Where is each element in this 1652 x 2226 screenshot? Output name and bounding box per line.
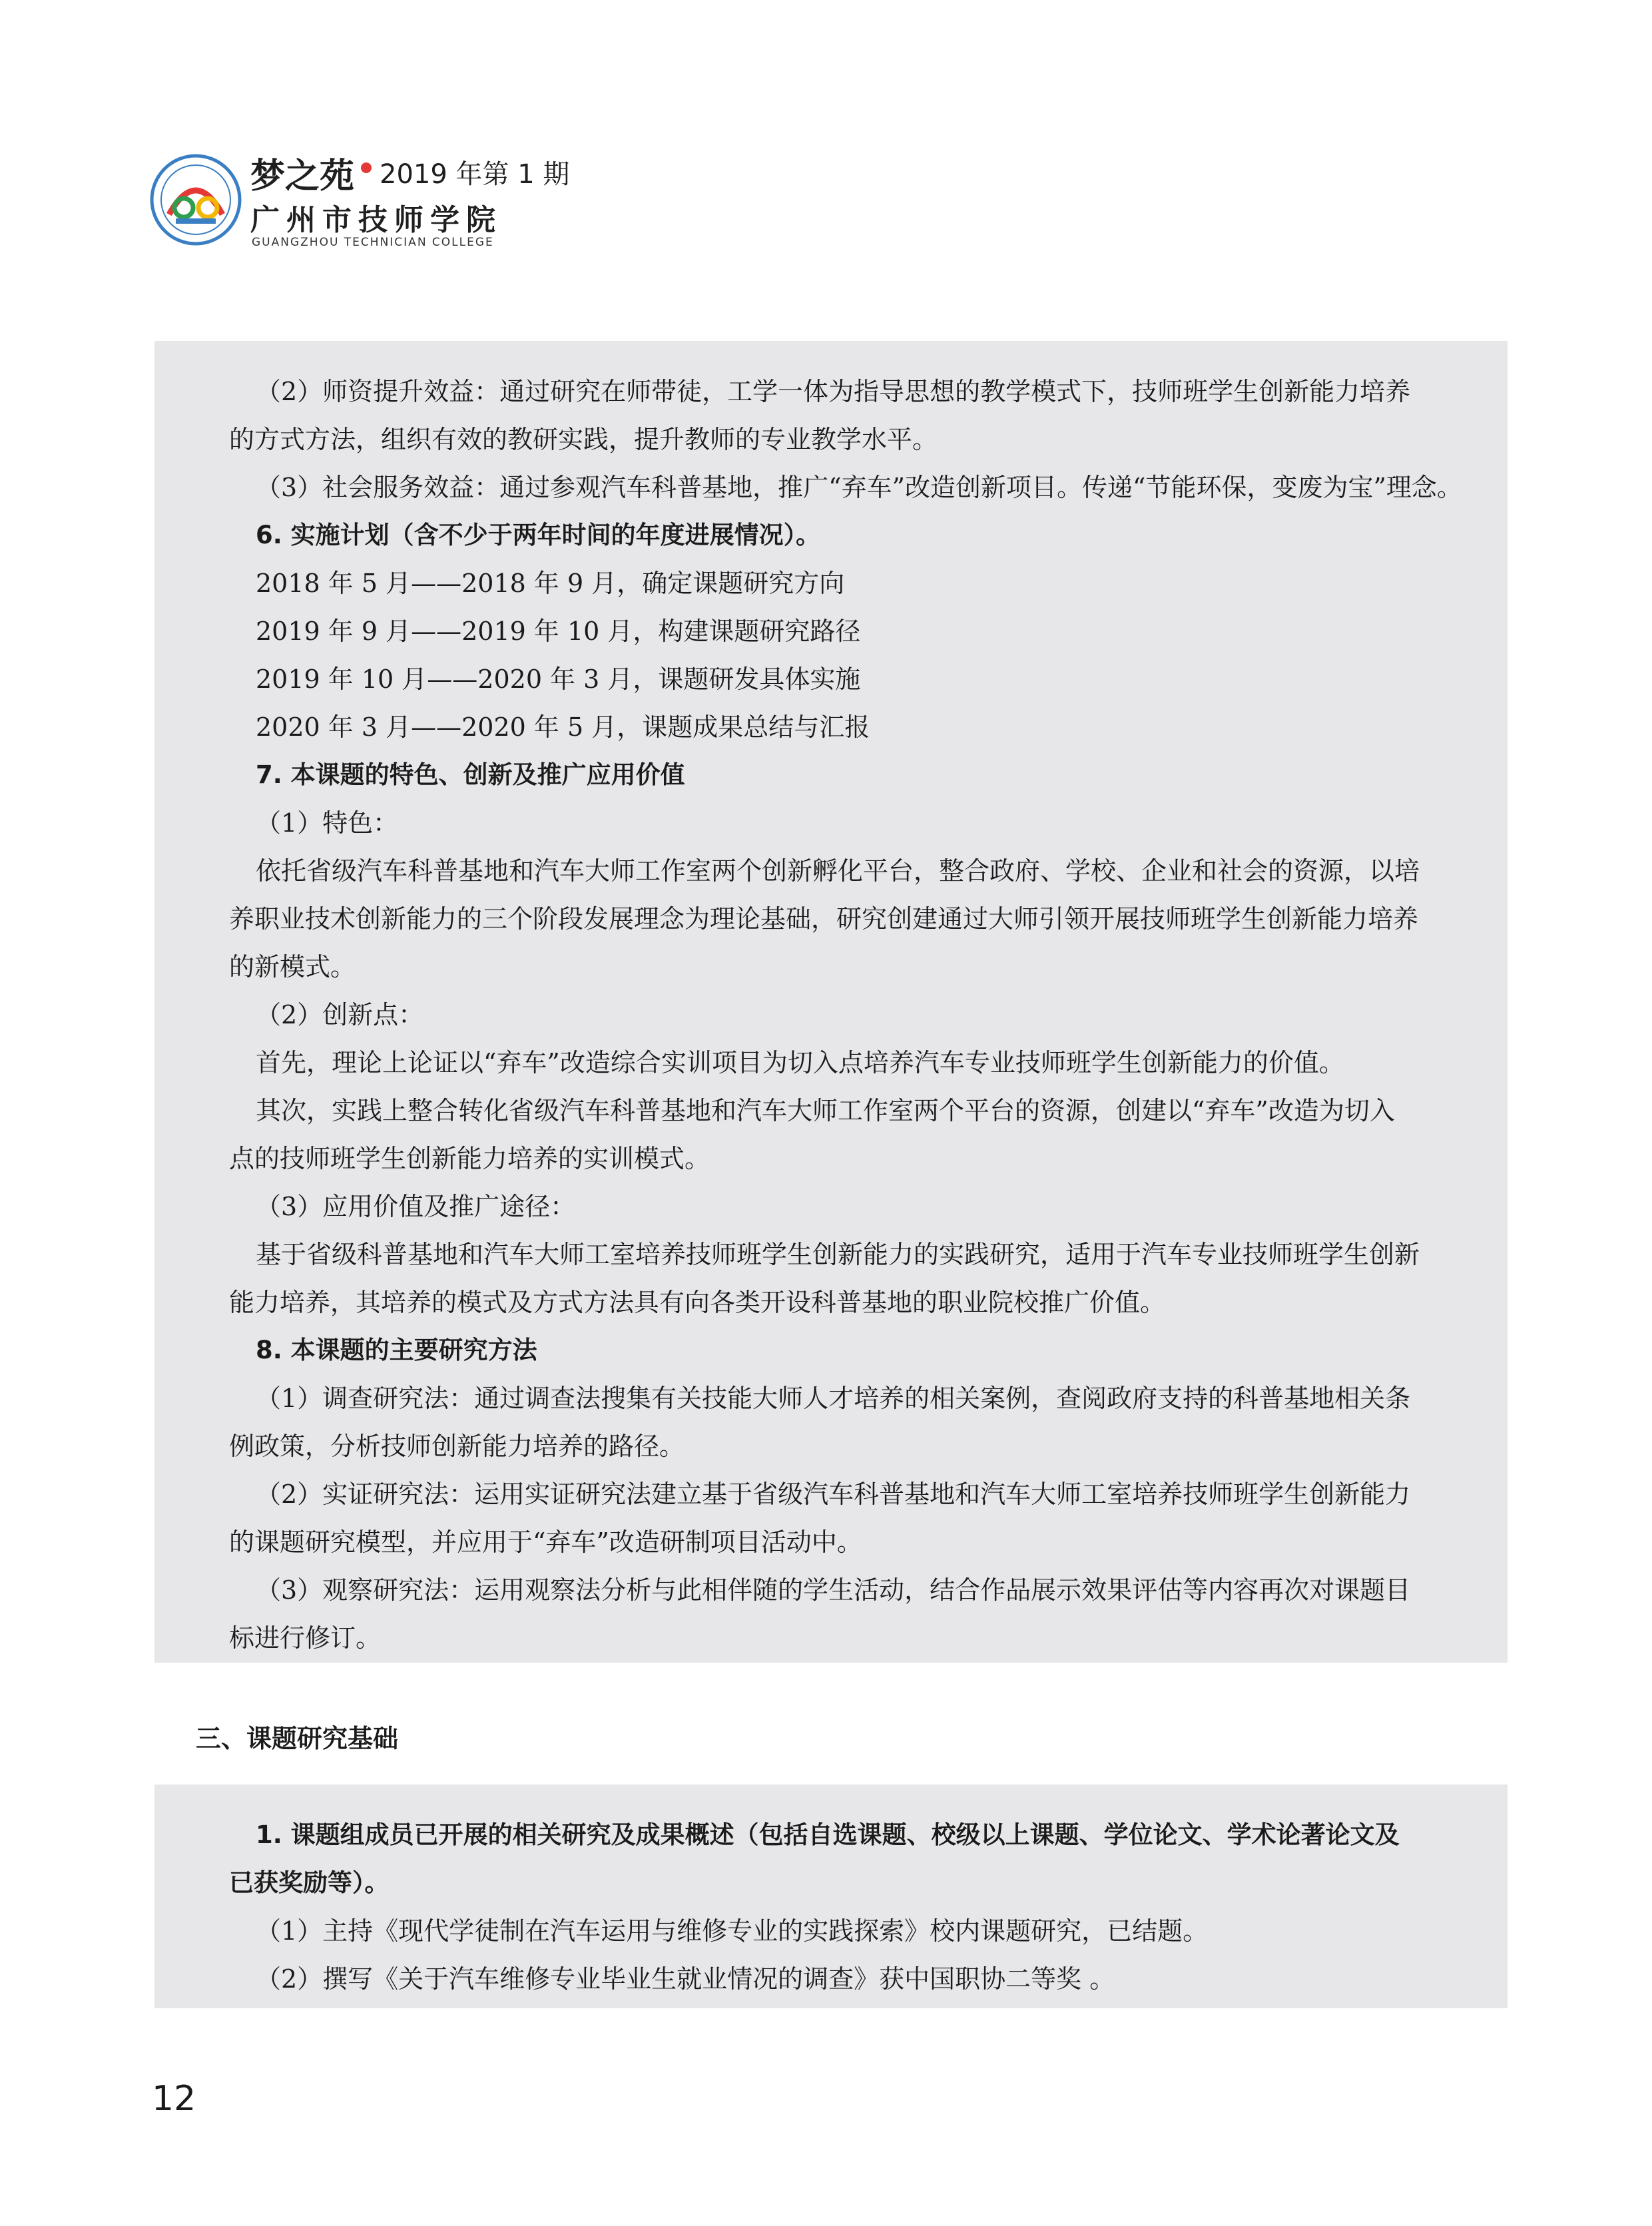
- text-line: 点的技师班学生创新能力培养的实训模式。: [229, 1144, 710, 1173]
- subheading-line: 1. 课题组成员已开展的相关研究及成果概述（包括自选课题、校级以上课题、学位论文、学术论著论文及: [256, 1820, 1400, 1849]
- text-line: 标进行修订。: [229, 1623, 382, 1653]
- college-emblem-icon: [149, 153, 242, 246]
- subheading-line: 已获奖励等）。: [229, 1868, 390, 1897]
- text-line: 的课题研究模型，并应用于“弃车”改造研制项目活动中。: [229, 1528, 862, 1557]
- magazine-title: 梦之苑: [250, 156, 355, 196]
- text-line: 2019 年 9 月——2019 年 10 月，构建课题研究路径: [256, 617, 861, 646]
- text-line: 的新模式。: [229, 952, 356, 981]
- page-number: 12: [152, 2079, 196, 2119]
- text-line: 2020 年 3 月——2020 年 5 月，课题成果总结与汇报: [256, 712, 870, 742]
- text-line: （3）观察研究法：运用观察法分析与此相伴随的学生活动，结合作品展示效果评估等内容再次对课题目: [256, 1575, 1411, 1605]
- text-line: 首先，理论上论证以“弃车”改造综合实训项目为切入点培养汽车专业技师班学生创新能力的价值。: [256, 1048, 1344, 1077]
- text-line: 其次，实践上整合转化省级汽车科普基地和汽车大师工作室两个平台的资源，创建以“弃车”改造为切入: [256, 1096, 1395, 1125]
- text-line: 例政策，分析技师创新能力培养的路径。: [229, 1432, 685, 1461]
- text-line: 基于省级科普基地和汽车大师工室培养技师班学生创新能力的实践研究，适用于汽车专业技师班学生创新: [256, 1240, 1420, 1269]
- title-separator-dot: [361, 162, 372, 173]
- content-box-plan: [154, 341, 1508, 1663]
- issue-label: 2019 年第 1 期: [380, 159, 570, 190]
- section-heading: 三、课题研究基础: [196, 1724, 399, 1753]
- text-line: 的方式方法，组织有效的教研实践，提升教师的专业教学水平。: [229, 425, 938, 454]
- text-line: （2）撰写《关于汽车维修专业毕业生就业情况的调查》获中国职协二等奖 。: [256, 1964, 1115, 1994]
- text-line: （2）实证研究法：运用实证研究法建立基于省级汽车科普基地和汽车大师工室培养技师班学生创新能力: [256, 1480, 1411, 1509]
- page-header: [149, 148, 748, 261]
- text-line: （2）创新点：: [256, 1000, 424, 1029]
- subheading-line: 8. 本课题的主要研究方法: [256, 1336, 537, 1364]
- content-box-foundation: [154, 1785, 1508, 2008]
- text-line: （3）应用价值及推广途径：: [256, 1192, 576, 1221]
- text-line: 养职业技术创新能力的三个阶段发展理念为理论基础，研究创建通过大师引领开展技师班学生创新能力培养: [229, 904, 1419, 934]
- text-line: （1）主持《现代学徒制在汽车运用与维修专业的实践探索》校内课题研究，已结题。: [256, 1916, 1209, 1946]
- college-name-cn: 广州市技师学院: [250, 203, 502, 237]
- text-line: 2018 年 5 月——2018 年 9 月，确定课题研究方向: [256, 569, 845, 598]
- text-line: （2）师资提升效益：通过研究在师带徒，工学一体为指导思想的教学模式下，技师班学生创新能力培养: [256, 377, 1411, 406]
- text-line: 依托省级汽车科普基地和汽车大师工作室两个创新孵化平台，整合政府、学校、企业和社会的资源，以培: [256, 856, 1420, 886]
- text-line: （1）特色：: [256, 808, 399, 838]
- text-line: （1）调查研究法：通过调查法搜集有关技能大师人才培养的相关案例，查阅政府支持的科普基地相关条: [256, 1384, 1411, 1413]
- text-line: （3）社会服务效益：通过参观汽车科普基地，推广“弃车”改造创新项目。传递“节能环保，变废为宝”理念。: [256, 473, 1462, 502]
- subheading-line: 7. 本课题的特色、创新及推广应用价值: [256, 760, 685, 789]
- college-name-en: GUANGZHOU TECHNICIAN COLLEGE: [252, 236, 494, 249]
- text-line: 2019 年 10 月——2020 年 3 月，课题研发具体实施: [256, 665, 861, 694]
- subheading-line: 6. 实施计划（含不少于两年时间的年度进展情况）。: [256, 521, 821, 549]
- text-line: 能力培养，其培养的模式及方式方法具有向各类开设科普基地的职业院校推广价值。: [229, 1288, 1166, 1317]
